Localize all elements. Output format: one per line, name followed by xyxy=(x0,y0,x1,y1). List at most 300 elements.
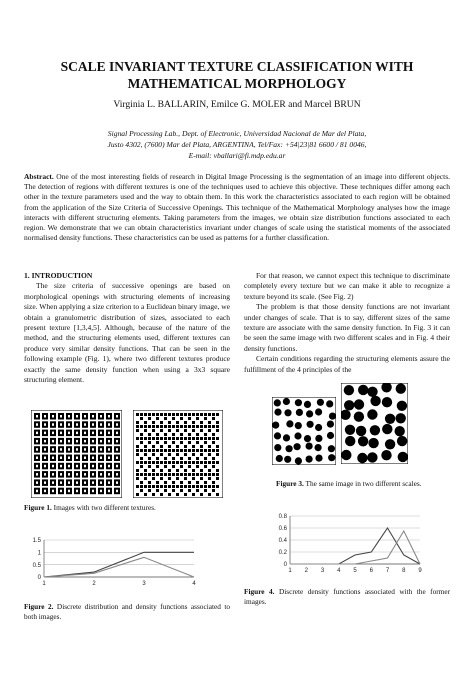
texture-hole xyxy=(68,481,70,484)
texture-cell xyxy=(164,413,167,416)
texture-hole xyxy=(52,465,54,468)
texture-cell xyxy=(160,469,163,472)
blob-dot xyxy=(328,445,335,452)
texture-cell xyxy=(168,445,171,448)
texture-cell xyxy=(156,449,159,452)
x-tick-label: 4 xyxy=(192,581,196,587)
texture-cell xyxy=(156,481,159,484)
texture-cell xyxy=(140,457,143,460)
texture-cell xyxy=(188,449,191,452)
blob-dot xyxy=(295,422,302,429)
texture-cell xyxy=(140,461,143,464)
texture-cell xyxy=(216,473,219,476)
figure-3-caption xyxy=(276,479,456,489)
texture-cell xyxy=(176,477,179,480)
texture-cell xyxy=(160,421,163,424)
texture-cell xyxy=(188,437,191,440)
texture-cell xyxy=(188,425,191,428)
texture-cell xyxy=(144,473,147,476)
texture-cell xyxy=(144,413,147,416)
texture-cell xyxy=(176,437,179,440)
texture-cell xyxy=(192,485,195,488)
texture-cell xyxy=(164,441,167,444)
figure-2-text: Discrete distribution and density functions associated to both images. xyxy=(24,602,230,621)
texture-cell xyxy=(180,489,183,492)
texture-hole xyxy=(52,473,54,476)
texture-cell xyxy=(176,445,179,448)
blob-dot xyxy=(274,444,281,451)
texture-cell xyxy=(144,449,147,452)
texture-cell xyxy=(136,485,139,488)
texture-cell xyxy=(204,413,207,416)
texture-cell xyxy=(156,473,159,476)
texture-cell xyxy=(160,425,163,428)
texture-hole xyxy=(100,415,102,418)
texture-cell xyxy=(180,485,183,488)
series-line-2 xyxy=(44,557,194,577)
blob-dot xyxy=(344,400,354,410)
texture-cell xyxy=(172,481,175,484)
texture-cell xyxy=(152,461,155,464)
texture-cell xyxy=(148,481,151,484)
y-tick-label: 0.4 xyxy=(278,538,287,545)
texture-cell xyxy=(140,441,143,444)
texture-cell xyxy=(204,481,207,484)
texture-cell xyxy=(148,489,151,492)
texture-hole xyxy=(68,457,70,460)
texture-cell xyxy=(208,453,211,456)
texture-cell xyxy=(152,421,155,424)
texture-hole xyxy=(52,448,54,451)
figure-4-chart xyxy=(270,510,430,582)
texture-cell xyxy=(176,453,179,456)
texture-cell xyxy=(204,437,207,440)
texture-cell xyxy=(164,481,167,484)
texture-hole xyxy=(44,432,46,435)
blob-dot xyxy=(367,409,377,419)
texture-cell xyxy=(192,477,195,480)
texture-hole xyxy=(84,473,86,476)
texture-cell xyxy=(204,461,207,464)
texture-cell xyxy=(196,417,199,420)
texture-hole xyxy=(92,448,94,451)
figure-1-text: Images with two different textures. xyxy=(53,503,156,512)
y-tick-label: 0 xyxy=(37,575,41,582)
y-tick-label: 1 xyxy=(37,550,41,557)
texture-cell xyxy=(164,465,167,468)
texture-hole xyxy=(36,490,38,493)
x-tick-label: 8 xyxy=(402,568,406,574)
texture-hole xyxy=(92,490,94,493)
texture-cell xyxy=(164,449,167,452)
blob-dot xyxy=(306,443,313,450)
texture-hole xyxy=(36,481,38,484)
figure-3-large-scale xyxy=(341,383,408,464)
texture-cell xyxy=(192,437,195,440)
texture-cell xyxy=(200,485,203,488)
texture-hole xyxy=(92,440,94,443)
blob-dot xyxy=(304,401,311,408)
texture-cell xyxy=(192,461,195,464)
texture-cell xyxy=(208,493,211,496)
texture-cell xyxy=(140,473,143,476)
blob-dot xyxy=(385,414,395,424)
texture-cell xyxy=(176,485,179,488)
texture-cell xyxy=(180,413,183,416)
texture-cell xyxy=(160,413,163,416)
texture-hole xyxy=(36,473,38,476)
texture-cell xyxy=(208,413,211,416)
texture-cell xyxy=(188,485,191,488)
texture-cell xyxy=(152,453,155,456)
texture-hole xyxy=(76,440,78,443)
texture-cell xyxy=(184,449,187,452)
texture-cell xyxy=(216,485,219,488)
texture-cell xyxy=(204,489,207,492)
texture-hole xyxy=(84,490,86,493)
texture-hole xyxy=(108,423,110,426)
texture-cell xyxy=(140,417,143,420)
texture-cell xyxy=(160,493,163,496)
y-tick-label: 0.6 xyxy=(278,526,287,533)
texture-cell xyxy=(144,425,147,428)
texture-cell xyxy=(188,465,191,468)
texture-hole xyxy=(116,440,118,443)
texture-cell xyxy=(144,421,147,424)
blob-dot xyxy=(385,439,395,449)
texture-cell xyxy=(164,485,167,488)
texture-cell xyxy=(212,449,215,452)
texture-cell xyxy=(212,489,215,492)
texture-cell xyxy=(172,489,175,492)
texture-hole xyxy=(44,440,46,443)
texture-hole xyxy=(92,432,94,435)
texture-cell xyxy=(152,469,155,472)
texture-cell xyxy=(152,493,155,496)
texture-cell xyxy=(180,425,183,428)
texture-cell xyxy=(148,449,151,452)
y-tick-label: 0.8 xyxy=(278,514,287,521)
texture-cell xyxy=(144,453,147,456)
texture-hole xyxy=(116,473,118,476)
texture-cell xyxy=(188,417,191,420)
texture-cell xyxy=(200,461,203,464)
texture-cell xyxy=(196,457,199,460)
texture-cell xyxy=(196,449,199,452)
x-tick-label: 3 xyxy=(142,581,146,587)
texture-cell xyxy=(152,425,155,428)
texture-cell xyxy=(140,425,143,428)
texture-cell xyxy=(144,469,147,472)
texture-hole xyxy=(108,448,110,451)
texture-cell xyxy=(188,457,191,460)
texture-hole xyxy=(76,457,78,460)
texture-cell xyxy=(140,485,143,488)
texture-hole xyxy=(44,465,46,468)
texture-hole xyxy=(116,415,118,418)
texture-hole xyxy=(76,432,78,435)
blob-dot xyxy=(296,409,303,416)
blob-dot xyxy=(315,408,322,415)
abstract-label: Abstract. xyxy=(24,172,54,181)
texture-hole xyxy=(52,457,54,460)
texture-hole xyxy=(92,465,94,468)
texture-hole xyxy=(84,465,86,468)
texture-hole xyxy=(44,481,46,484)
figure-3-small-scale xyxy=(272,397,336,465)
texture-cell xyxy=(200,473,203,476)
right-column xyxy=(244,271,450,375)
texture-cell xyxy=(176,429,179,432)
abstract xyxy=(24,172,450,243)
texture-cell xyxy=(176,421,179,424)
texture-cell xyxy=(136,437,139,440)
texture-cell xyxy=(196,433,199,436)
blob-dot xyxy=(327,432,334,439)
x-tick-label: 2 xyxy=(304,568,308,574)
texture-cell xyxy=(180,481,183,484)
texture-cell xyxy=(172,457,175,460)
texture-cell xyxy=(216,449,219,452)
texture-cell xyxy=(168,477,171,480)
texture-cell xyxy=(180,473,183,476)
texture-cell xyxy=(148,413,151,416)
texture-hole xyxy=(36,448,38,451)
texture-cell xyxy=(216,469,219,472)
blob-dot xyxy=(286,420,293,427)
texture-cell xyxy=(212,441,215,444)
texture-cell xyxy=(180,441,183,444)
blob-dot xyxy=(396,413,406,423)
blob-dot xyxy=(368,438,378,448)
blob-dot xyxy=(283,398,290,405)
texture-cell xyxy=(180,433,183,436)
blob-dot xyxy=(354,412,364,422)
texture-hole xyxy=(100,423,102,426)
texture-cell xyxy=(184,421,187,424)
texture-cell xyxy=(164,461,167,464)
texture-hole xyxy=(60,457,62,460)
texture-cell xyxy=(196,425,199,428)
texture-cell xyxy=(148,437,151,440)
paper-title: SCALE INVARIANT TEXTURE CLASSIFICATION WITH MATHEMATICAL MORPHOLOGY xyxy=(60,59,414,91)
texture-cell xyxy=(136,493,139,496)
blob-dot xyxy=(395,426,405,436)
x-tick-label: 1 xyxy=(288,568,292,574)
texture-cell xyxy=(168,429,171,432)
texture-cell xyxy=(168,437,171,440)
texture-cell xyxy=(188,441,191,444)
texture-hole xyxy=(36,423,38,426)
blob-dot xyxy=(329,413,336,420)
blob-dot xyxy=(398,452,408,462)
texture-cell xyxy=(204,441,207,444)
texture-cell xyxy=(200,413,203,416)
x-tick-label: 6 xyxy=(369,568,373,574)
texture-cell xyxy=(160,437,163,440)
intro-paragraph: The size criteria of successive openings are based on morphological openings with structuring elements of increasing size. When applying a size criterion to a Euclidean binary image, we obtain a granulometric distribution of sizes, associated to each present texture [1,3,4,5]. Although, because of the nature of the method, and the structuring elements used, different textures can produce very similar density functions. That can be seen in the following example (Fig. 1), where two different textures produce exactly the same density function when using a 3x3 square structuring element. xyxy=(24,281,230,385)
figure-3-text: The same image in two different scales. xyxy=(305,479,422,488)
texture-cell xyxy=(168,421,171,424)
texture-hole xyxy=(68,432,70,435)
texture-cell xyxy=(212,433,215,436)
texture-cell xyxy=(216,493,219,496)
right-paragraph-2: The problem is that those density functions are not invariant under changes of scale. That is to say, different sizes of the same texture are associate with the same density function. In Fig. 3 it can be seen the same image with two different scales and in Fig. 4 their density functions. xyxy=(244,302,450,353)
texture-cell xyxy=(140,481,143,484)
texture-cell xyxy=(204,473,207,476)
texture-hole xyxy=(52,481,54,484)
texture-hole xyxy=(108,415,110,418)
texture-cell xyxy=(168,449,171,452)
texture-cell xyxy=(156,485,159,488)
blob-dot xyxy=(345,436,355,446)
blob-dot xyxy=(358,385,368,395)
blob-dot xyxy=(284,409,291,416)
blob-dot xyxy=(397,401,407,411)
texture-cell xyxy=(184,485,187,488)
texture-hole xyxy=(60,448,62,451)
texture-cell xyxy=(184,473,187,476)
texture-hole xyxy=(108,432,110,435)
texture-cell xyxy=(168,413,171,416)
blob-dot xyxy=(370,396,380,406)
texture-cell xyxy=(172,437,175,440)
figure-4-text: Discrete density functions associated with the former images. xyxy=(244,587,451,606)
texture-cell xyxy=(196,413,199,416)
y-tick-label: 1.5 xyxy=(32,538,41,545)
texture-cell xyxy=(152,477,155,480)
x-tick-label: 4 xyxy=(337,568,341,574)
blob-dot xyxy=(272,422,279,429)
texture-cell xyxy=(152,473,155,476)
texture-cell xyxy=(188,481,191,484)
texture-cell xyxy=(172,425,175,428)
texture-cell xyxy=(136,425,139,428)
blob-dot xyxy=(358,436,368,446)
texture-hole xyxy=(60,415,62,418)
texture-cell xyxy=(196,489,199,492)
figure-2-caption xyxy=(24,602,230,622)
texture-cell xyxy=(140,437,143,440)
texture-cell xyxy=(164,425,167,428)
texture-cell xyxy=(192,469,195,472)
texture-cell xyxy=(148,425,151,428)
texture-cell xyxy=(188,473,191,476)
texture-cell xyxy=(216,453,219,456)
texture-cell xyxy=(200,449,203,452)
texture-cell xyxy=(200,437,203,440)
texture-cell xyxy=(216,477,219,480)
figure-3-label: Figure 3. xyxy=(276,479,304,488)
texture-cell xyxy=(148,433,151,436)
texture-hole xyxy=(108,457,110,460)
texture-hole xyxy=(60,432,62,435)
texture-cell xyxy=(200,493,203,496)
texture-cell xyxy=(192,429,195,432)
blob-dot xyxy=(328,454,335,461)
right-paragraph-3: Certain conditions regarding the structuring elements assure the fulfillment of the 4 principles of the xyxy=(244,354,450,374)
texture-cell xyxy=(216,461,219,464)
texture-cell xyxy=(144,477,147,480)
blob-dot xyxy=(315,444,322,451)
texture-cell xyxy=(196,473,199,476)
x-tick-label: 9 xyxy=(418,568,422,574)
texture-cell xyxy=(164,457,167,460)
texture-cell xyxy=(144,445,147,448)
texture-cell xyxy=(216,421,219,424)
y-tick-label: 0.2 xyxy=(278,550,287,557)
texture-cell xyxy=(156,441,159,444)
blob-dot xyxy=(284,456,291,463)
figure-1-texture-left xyxy=(31,410,122,498)
texture-cell xyxy=(176,469,179,472)
texture-hole xyxy=(84,440,86,443)
texture-cell xyxy=(216,445,219,448)
texture-cell xyxy=(172,461,175,464)
texture-cell xyxy=(196,441,199,444)
affiliation-line-2: Justo 4302, (7600) Mar del Plata, ARGENTINA, Tel/Fax: +54|23|81 6600 / 81 0046, xyxy=(107,140,367,150)
texture-hole xyxy=(76,448,78,451)
texture-cell xyxy=(180,417,183,420)
texture-cell xyxy=(152,449,155,452)
blob-dot xyxy=(370,425,380,435)
affiliation-email: E-mail: vballari@fi.mdp.edu.ar xyxy=(188,151,286,161)
texture-cell xyxy=(204,449,207,452)
texture-hole xyxy=(116,457,118,460)
texture-hole xyxy=(76,490,78,493)
texture-cell xyxy=(140,465,143,468)
texture-hole xyxy=(36,415,38,418)
texture-cell xyxy=(148,473,151,476)
texture-hole xyxy=(44,457,46,460)
texture-cell xyxy=(176,473,179,476)
texture-cell xyxy=(180,461,183,464)
texture-cell xyxy=(160,449,163,452)
texture-hole xyxy=(100,490,102,493)
texture-cell xyxy=(136,473,139,476)
texture-cell xyxy=(144,437,147,440)
texture-cell xyxy=(164,417,167,420)
texture-hole xyxy=(60,440,62,443)
texture-cell xyxy=(160,445,163,448)
affiliation xyxy=(60,128,414,162)
blob-dot xyxy=(356,426,366,436)
texture-hole xyxy=(76,481,78,484)
texture-hole xyxy=(68,473,70,476)
texture-cell xyxy=(200,477,203,480)
texture-cell xyxy=(184,429,187,432)
texture-hole xyxy=(92,423,94,426)
texture-cell xyxy=(136,453,139,456)
texture-hole xyxy=(36,457,38,460)
texture-cell xyxy=(208,425,211,428)
texture-cell xyxy=(204,417,207,420)
texture-cell xyxy=(160,473,163,476)
texture-cell xyxy=(188,461,191,464)
texture-cell xyxy=(172,449,175,452)
texture-cell xyxy=(192,445,195,448)
texture-cell xyxy=(168,493,171,496)
texture-hole xyxy=(92,481,94,484)
texture-cell xyxy=(160,461,163,464)
texture-hole xyxy=(60,490,62,493)
texture-hole xyxy=(100,457,102,460)
right-paragraph-1: For that reason, we cannot expect this technique to discriminate completely every texture but we can make it able to recognize a texture beyond its scale. (See Fig. 2) xyxy=(244,271,450,301)
texture-hole xyxy=(44,473,46,476)
blob-dot xyxy=(382,397,392,407)
texture-cell xyxy=(156,489,159,492)
texture-hole xyxy=(52,490,54,493)
